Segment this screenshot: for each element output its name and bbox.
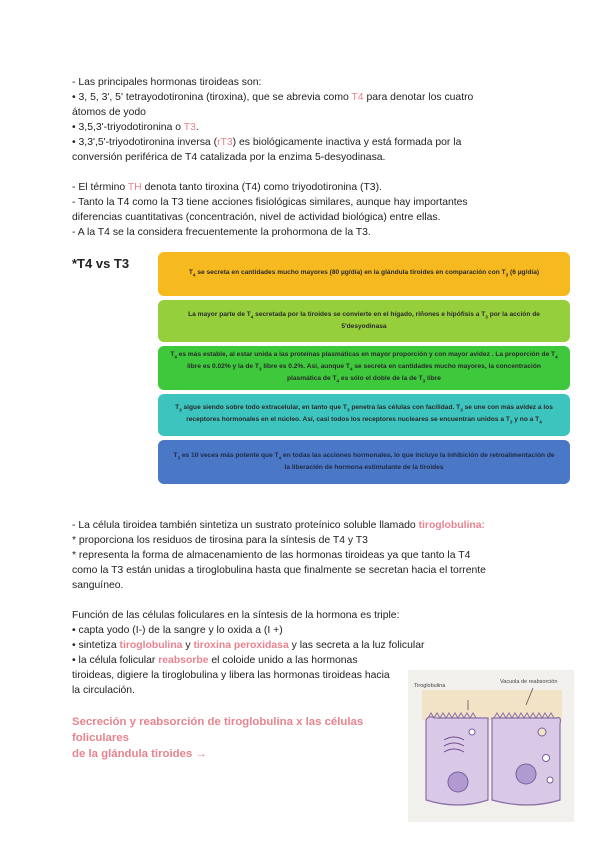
text-line: - Las principales hormonas tiroideas son: xyxy=(72,77,262,88)
text-line: • sintetiza tiroglobulina y tiroxina peroxidasa y las secreta a la luz folicular xyxy=(72,640,425,651)
follicle-illustration xyxy=(408,670,574,822)
text-line: tiroideas, digiere la tiroglobulina y libera las hormonas tiroideas hacia xyxy=(72,670,390,681)
text-line: * representa la forma de almacenamiento de las hormonas tiroideas ya que tanto la T4 xyxy=(72,550,471,561)
comparison-box-5: $T_3$ es 10 veces más potente que $T_4$ en todas las acciones hormonales, lo que incluye la inhibición de retroalimentación de la liberación de hormona estimulante de la tiroides xyxy=(158,440,570,484)
label-tiroglobulina: Tiroglobulina xyxy=(414,683,446,689)
tiroglobulina-highlight: tiroglobulina xyxy=(119,640,183,651)
text-line: • 3, 5, 3', 5' tetrayodotironina (tiroxina), que se abrevia como T4 para denotar los cuatro xyxy=(72,92,474,103)
text-line: diferencias cuantitativas (concentración, nivel de actividad biológica) entre ellas. xyxy=(72,212,441,223)
text-line: • 3,5,3'-triyodotironina o T3. xyxy=(72,122,199,133)
th-paragraph xyxy=(72,180,532,240)
text-line: sanguíneo. xyxy=(72,580,124,591)
t4-vs-t3-heading: *T4 vs T3 xyxy=(72,256,130,271)
comparison-box-4: $T_3$ sigue siendo sobre todo extracelular, en tanto que $T_3$ penetra las células con facilidad. $T_3$ se une con más avidez a los receptores hormonales en el núcleo. Así, casi todos los receptores nucleares se encuentran unidos a $T_3$ y no a $T_4$ xyxy=(158,394,570,436)
label-vacuola: Vacuola de reabsorción xyxy=(500,679,558,685)
comparison-box-2: La mayor parte de $T_4$ secretada por la tiroides se convierte en el hígado, riñones e hipófisis a $T_3$ por la acción de 5'desyodinasa xyxy=(158,300,570,342)
follicular-cell-figure xyxy=(408,670,574,822)
tiroglobulina-highlight: tiroglobulina: xyxy=(418,520,485,531)
text-line: - A la T4 se la considera frecuentemente la prohormona de la T3. xyxy=(72,227,371,238)
text-line: Función de las células foliculares en la síntesis de la hormona es triple: xyxy=(72,610,400,621)
th-highlight: TH xyxy=(127,182,142,193)
text-line: - El término TH denota tanto tiroxina (T4) como triyodotironina (T3). xyxy=(72,182,382,193)
hormones-list xyxy=(72,75,532,165)
text-line: conversión periférica de T4 catalizada por la enzima 5-desyodinasa. xyxy=(72,152,386,163)
tiroglobulina-paragraph xyxy=(72,518,532,593)
text-line: • capta yodo (I-) de la sangre y lo oxida a (I +) xyxy=(72,625,283,636)
nucleus-left xyxy=(448,772,468,792)
rt3-highlight: rT3 xyxy=(217,137,233,148)
t3-highlight: T3 xyxy=(183,122,196,133)
figure-caption: Secreción y reabsorción de tiroglobulina x las células foliculares de la glándula tiroides → xyxy=(72,716,364,760)
text-line: - La célula tiroidea también sintetiza un sustrato proteínico soluble llamado tiroglobulina: xyxy=(72,520,485,531)
t4-highlight: T4 xyxy=(351,92,364,103)
text-line: - Tanto la T4 como la T3 tiene acciones fisiológicas similares, aunque hay importantes xyxy=(72,197,468,208)
text-line: * proporciona los residuos de tirosina para la síntesis de T4 y T3 xyxy=(72,535,368,546)
reabsorbe-highlight: reabsorbe xyxy=(158,655,209,666)
nucleus-right xyxy=(516,764,536,784)
peroxidasa-highlight: tiroxina peroxidasa xyxy=(193,640,289,651)
comparison-box-1: $T_4$ se secreta en cantidades mucho mayores (80 µg/día) en la glándula tiroides en comparación con $T_3$ (6 µg/día) xyxy=(158,252,570,296)
text-line: • 3,3',5'-triyodotironina inversa (rT3) es biológicamente inactiva y está formada por la xyxy=(72,137,462,148)
text-line: la circulación. xyxy=(72,685,135,696)
follicular-cell-right xyxy=(492,718,561,805)
text-line: átomos de yodo xyxy=(72,107,146,118)
comparison-box-3: $T_4$ es más estable, al estar unida a las proteínas plasmáticas en mayor proporción y con mayor avidez . La proporción de $T_4$ libre es 0.02% y la de $T_3$ libre es 0.2%. Así, aunque $T_4$ se secreta en cantidades mucho mayores, la concentración plasmática de $T_4$ es sólo el doble de la de $T_3$ libre xyxy=(158,346,570,390)
text-line: • la célula folicular reabsorbe el coloide unido a las hormonas xyxy=(72,655,358,666)
text-line: como la T3 están unidas a tiroglobulina hasta que finalmente se secretan hacia el torrente xyxy=(72,565,486,576)
